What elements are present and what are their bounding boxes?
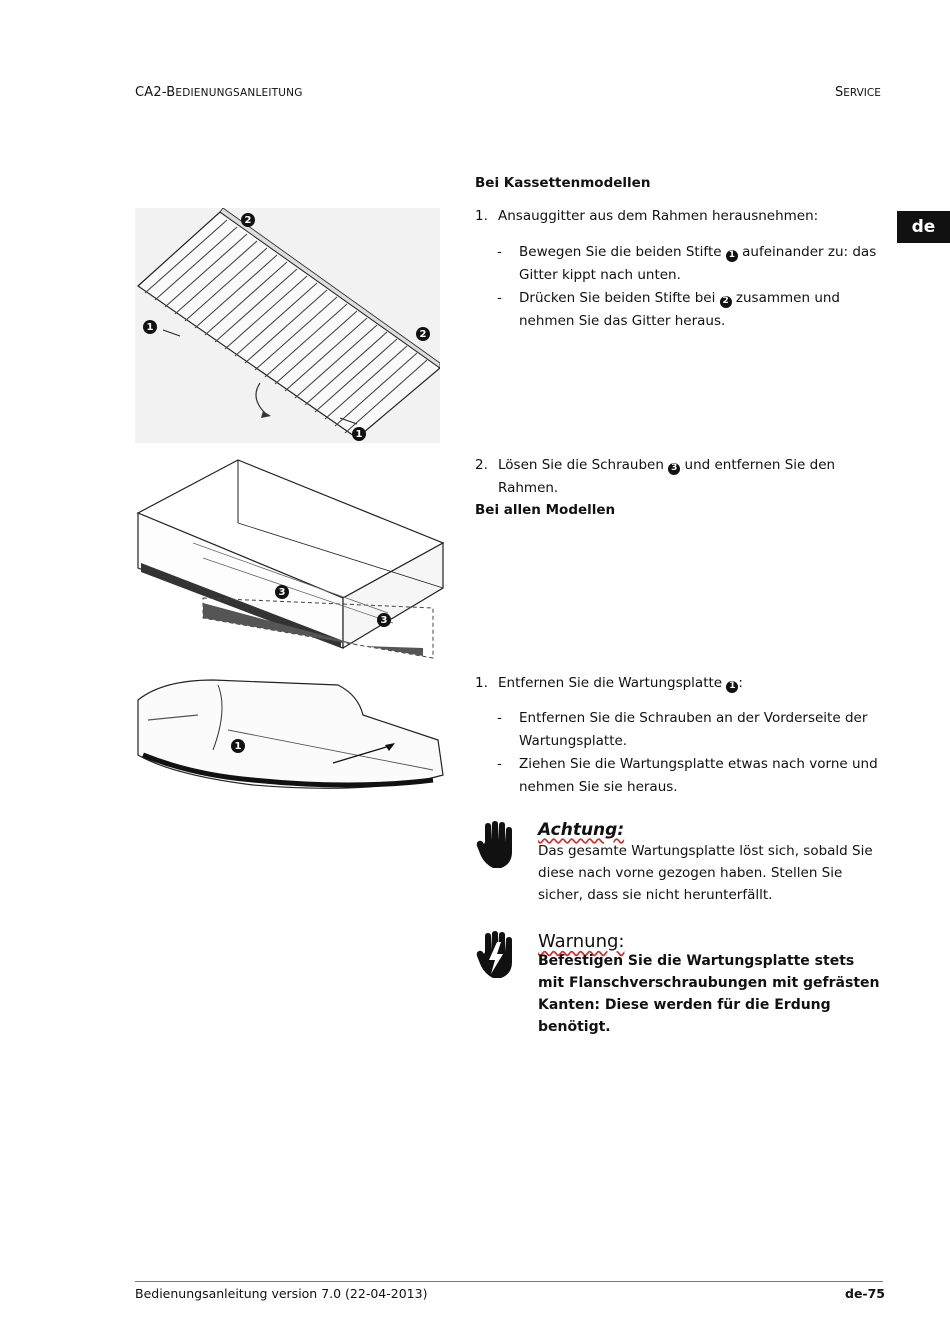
cassette-grille-drawing bbox=[135, 208, 440, 443]
figure-marker-2: 2 bbox=[416, 327, 430, 341]
step-1-remove-grille: 1. Ansauggitter aus dem Rahmen herausnehmen: bbox=[475, 208, 819, 224]
figure-cassette-grille bbox=[135, 208, 440, 443]
figure-marker-3: 3 bbox=[377, 613, 391, 627]
list-item: - Ziehen Sie die Wartungsplatte etwas nach vorne und nehmen Sie sie heraus. bbox=[497, 756, 878, 795]
page-number: de-75 bbox=[845, 1286, 886, 1301]
footer-divider bbox=[135, 1281, 883, 1282]
figure-unit-front bbox=[133, 675, 453, 800]
heading-cassette-models: Bei Kassettenmodellen bbox=[475, 175, 651, 191]
marker-1-icon: 1 bbox=[726, 681, 738, 693]
caution-body: Das gesamte Wartungsplatte löst sich, sobald Sie diese nach vorne gezogen haben. Stellen Sie sicher, dass sie nicht herunterfällt. bbox=[538, 843, 873, 903]
figure-marker-3: 3 bbox=[275, 585, 289, 599]
warning-body: Befestigen Sie die Wartungsplatte stets mit Flanschverschraubungen mit gefrästen Kanten: Diese werden für die Erdung benötigt. bbox=[538, 953, 880, 1035]
unit-frame-drawing bbox=[133, 458, 453, 663]
figure-marker-2: 2 bbox=[241, 213, 255, 227]
heading-all-models: Bei allen Modellen bbox=[475, 502, 616, 518]
marker-1-icon: 1 bbox=[726, 250, 738, 262]
caution-title: Achtung: bbox=[538, 820, 625, 840]
figure-marker-1: 1 bbox=[352, 427, 366, 441]
unit-front-drawing bbox=[133, 675, 453, 800]
figure-marker-1: 1 bbox=[231, 739, 245, 753]
figure-unit-frame bbox=[133, 458, 453, 663]
language-tab: de bbox=[897, 211, 950, 243]
bullet-list-service-panel bbox=[497, 707, 887, 799]
bullet-list-grille bbox=[497, 241, 887, 333]
figure-marker-1: 1 bbox=[143, 320, 157, 334]
list-item: - Entfernen Sie die Schrauben an der Vorderseite der Wartungsplatte. bbox=[497, 710, 868, 749]
list-item: - Bewegen Sie die beiden Stifte 1 aufeinander zu: das Gitter kippt nach unten. bbox=[497, 244, 877, 283]
marker-3-icon: 3 bbox=[668, 463, 680, 475]
list-item: - Drücken Sie beiden Stifte bei 2 zusammen und nehmen Sie das Gitter heraus. bbox=[497, 290, 841, 329]
running-header-title: CA2-BEDIENUNGSANLEITUNG bbox=[135, 85, 303, 100]
marker-2-icon: 2 bbox=[720, 296, 732, 308]
electric-hand-icon bbox=[475, 930, 519, 980]
step-1-remove-service-panel: 1. Entfernen Sie die Wartungsplatte 1 : bbox=[475, 675, 743, 691]
footer-version: Bedienungsanleitung version 7.0 (22-04-2013) bbox=[135, 1286, 428, 1301]
warning-title: Warnung: bbox=[538, 931, 625, 952]
stop-hand-icon bbox=[475, 820, 519, 870]
step-2-loosen-screws: 2. Lösen Sie die Schrauben 3 und entfernen Sie den Rahmen. bbox=[475, 457, 836, 496]
running-header-section: SERVICE bbox=[835, 85, 881, 100]
